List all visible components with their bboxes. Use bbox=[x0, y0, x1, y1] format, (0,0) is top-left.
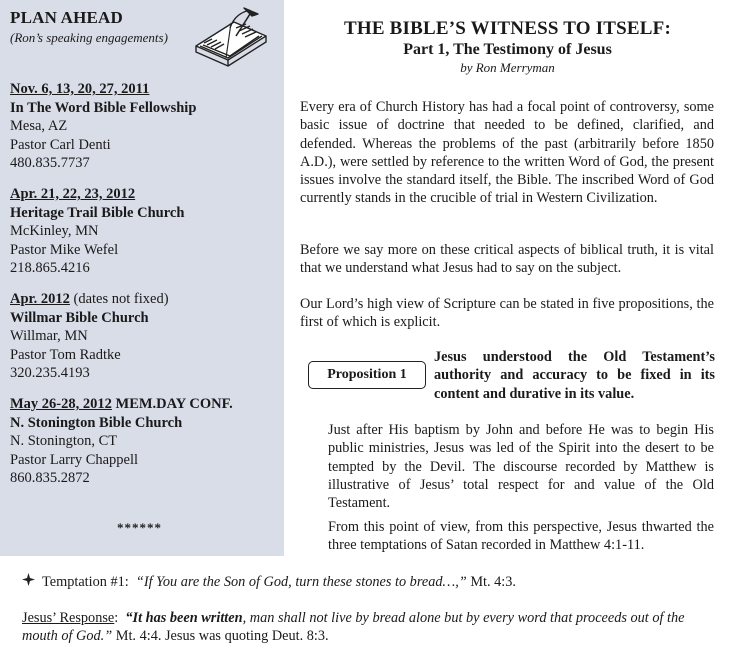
article bbox=[300, 0, 715, 554]
article-paragraph: Before we say more on these critical aspects of biblical truth, it is vital that we understand what Jesus had to say on the subject. bbox=[300, 242, 714, 277]
sidebar-subtitle: (Ron’s speaking engagements) bbox=[10, 30, 168, 45]
engagement-date-extra: MEM.DAY CONF. bbox=[111, 395, 233, 412]
response-italic-quote: , man shall not live by bread alone but by every word that proceeds out of the mouth of God.” bbox=[22, 610, 685, 645]
engagement-phone: 860.835.2872 bbox=[10, 470, 90, 487]
engagement-item bbox=[10, 185, 278, 278]
engagement-city: N. Stonington, CT bbox=[10, 433, 118, 450]
engagement-date: Nov. 6, 13, 20, 27, 2011 bbox=[10, 81, 150, 97]
engagement-church: In The Word Bible Fellowship bbox=[10, 99, 197, 116]
temptation-line bbox=[22, 573, 722, 591]
article-subtitle: Part 1, The Testimony of Jesus bbox=[403, 41, 612, 58]
temptation-quote: “If You are the Son of God, turn these stones to bread…,” bbox=[135, 574, 467, 590]
engagement-date: Apr. 2012 bbox=[10, 290, 70, 307]
response-label: Jesus’ Response bbox=[22, 610, 115, 626]
engagement-church: Willmar Bible Church bbox=[10, 309, 149, 326]
engagement-city: Mesa, AZ bbox=[10, 118, 68, 135]
diamond-bullet-icon bbox=[22, 573, 36, 591]
engagement-pastor: Pastor Carl Denti bbox=[10, 136, 111, 153]
engagement-pastor: Pastor Tom Radtke bbox=[10, 346, 121, 363]
engagement-phone: 480.835.7737 bbox=[10, 155, 90, 172]
engagement-date: May 26-28, 2012 bbox=[10, 395, 112, 412]
response-tail: Mt. 4:4. Jesus was quoting Deut. 8:3. bbox=[112, 628, 329, 645]
sidebar-title: PLAN AHEAD bbox=[10, 8, 123, 27]
engagement-phone: 218.865.4216 bbox=[10, 260, 90, 277]
engagement-date-note: (dates not fixed) bbox=[69, 290, 169, 307]
article-paragraph: Just after His baptism by John and before He was to begin His public ministries, Jesus was led of the Spirit into the desert to be tempted by the Devil. The discourse recorded by Matthew is illustrative of Jesus’ total respect for and value of the Old Testament. bbox=[328, 422, 714, 512]
open-bible-icon bbox=[190, 6, 272, 72]
article-byline: by Ron Merryman bbox=[460, 60, 555, 75]
engagement-list bbox=[10, 80, 278, 500]
engagement-church: Heritage Trail Bible Church bbox=[10, 204, 185, 221]
article-paragraph: From this point of view, from this perspective, Jesus thwarted the three temptations of Satan recorded in Matthew 4:1-11. bbox=[328, 519, 714, 554]
proposition-text: Jesus understood the Old Testament’s authority and accuracy to be fixed in its content and durative in its value. bbox=[434, 349, 715, 402]
engagement-item bbox=[10, 80, 278, 173]
engagement-pastor: Pastor Mike Wefel bbox=[10, 241, 119, 258]
engagement-city: Willmar, MN bbox=[10, 328, 88, 345]
response-paragraph bbox=[22, 609, 722, 646]
response-bold-quote: “It has been written bbox=[125, 610, 243, 626]
article-paragraph: Every era of Church History has had a focal point of controversy, some basic issue of doctrine that needed to be defined, clarified, and defended. Whereas the problems of the past (arbitrarily before 1850 A.D.), were settled by reference to the written Word of God, the present issues involve the standard itself, the Bible. The inscribed Word of God currently stands in the crucible of trial in Western Civilization. bbox=[300, 99, 714, 207]
article-title: THE BIBLE’S WITNESS TO ITSELF: bbox=[343, 18, 672, 39]
article-paragraph: Our Lord’s high view of Scripture can be stated in five propositions, the first of which is explicit. bbox=[300, 296, 714, 331]
engagement-date: Apr. 21, 22, 23, 2012 bbox=[10, 185, 136, 202]
engagement-item bbox=[10, 290, 278, 383]
temptation-label: Temptation #1: bbox=[42, 574, 129, 590]
engagement-city: McKinley, MN bbox=[10, 223, 99, 240]
temptation-ref: Mt. 4:3. bbox=[470, 574, 517, 590]
section-separator-stars: ****** bbox=[117, 520, 162, 535]
proposition-label-box: Proposition 1 bbox=[308, 361, 426, 389]
plan-ahead-sidebar bbox=[0, 0, 284, 556]
engagement-pastor: Pastor Larry Chappell bbox=[10, 451, 139, 468]
engagement-phone: 320.235.4193 bbox=[10, 365, 90, 382]
engagement-item bbox=[10, 395, 278, 488]
response-colon: : bbox=[114, 610, 119, 626]
engagement-church: N. Stonington Bible Church bbox=[10, 414, 183, 431]
